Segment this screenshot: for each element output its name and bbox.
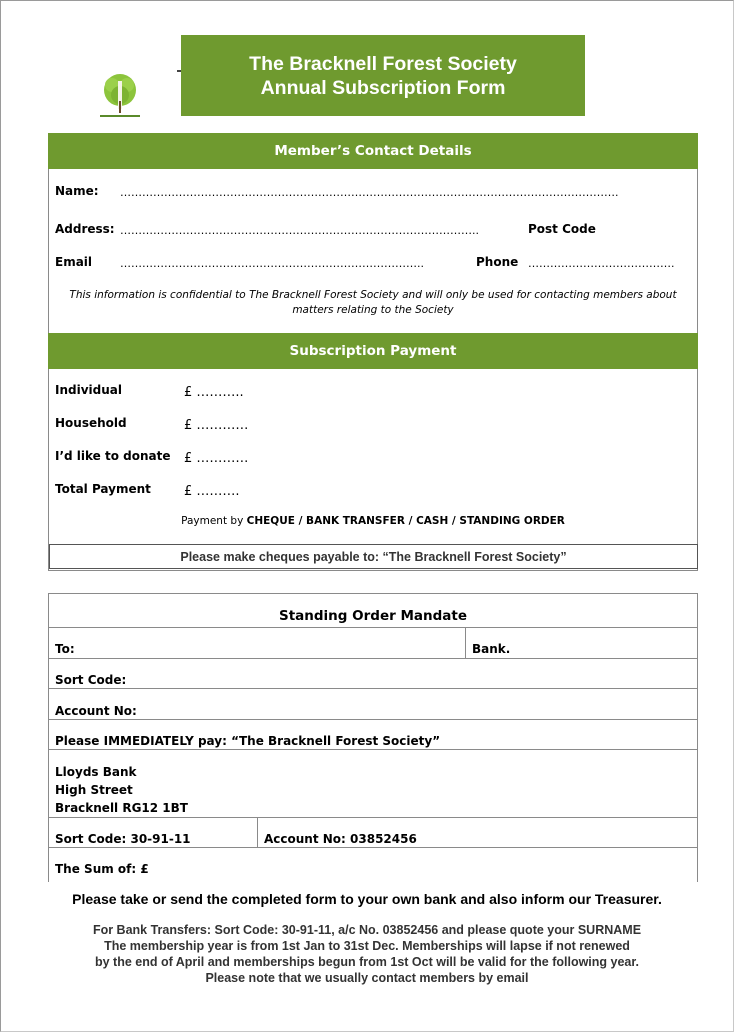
phone-label: Phone	[476, 255, 519, 269]
mandate-divider	[48, 749, 698, 750]
footer-note-line: by the end of April and memberships begun from 1st Oct will be valid for the following year.	[94, 955, 640, 969]
payment-methods: CHEQUE / BANK TRANSFER / CASH / STANDING ORDER	[246, 515, 565, 527]
mandate-bank-field[interactable]: Bank.	[472, 642, 511, 656]
footer-note-line: Please note that we usually contact members by email	[205, 971, 529, 985]
mandate-column-divider	[465, 628, 466, 658]
cheque-note-text: Please make cheques payable to: “The Bracknell Forest Society”	[180, 549, 567, 564]
postcode-label: Post Code	[528, 222, 596, 236]
phone-field[interactable]: ………………………………….	[528, 257, 675, 270]
address-field[interactable]: ……………………………………………………………………………………..	[120, 224, 479, 237]
household-label: Household	[55, 416, 127, 430]
email-field[interactable]: ………………………………………………………………………..	[120, 257, 424, 270]
mandate-divider	[48, 847, 698, 848]
contact-details-heading	[48, 133, 698, 169]
donate-label: I’d like to donate	[55, 449, 171, 463]
mandate-divider	[48, 719, 698, 720]
address-label: Address:	[55, 222, 115, 236]
footer-note-line: The membership year is from 1st Jan to 31st Dec. Memberships will lapse if not renewed	[104, 939, 630, 953]
form-title-banner	[181, 35, 585, 116]
title-line-1: The Bracknell Forest Society	[249, 52, 517, 75]
payee-bank-street: High Street	[55, 783, 133, 797]
footer-instruction: Please take or send the completed form to your own bank and also inform our Treasurer.	[72, 891, 662, 907]
cheque-payable-note	[49, 544, 698, 569]
mandate-account-no-field[interactable]: Account No:	[55, 704, 137, 718]
name-label: Name:	[55, 184, 99, 198]
mandate-column-divider	[257, 818, 258, 847]
mandate-title: Standing Order Mandate	[278, 608, 467, 624]
tree-logo-icon	[98, 73, 142, 119]
total-payment-field[interactable]: £ ……….	[184, 484, 240, 499]
mandate-divider	[48, 688, 698, 689]
payee-account-no: Account No: 03852456	[264, 832, 417, 846]
donate-amount-field[interactable]: £ …………	[184, 451, 249, 466]
mandate-to-field[interactable]: To:	[55, 642, 75, 656]
mandate-sort-code-field[interactable]: Sort Code:	[55, 673, 127, 687]
confidentiality-note: This information is confidential to The Bracknell Forest Society and will only be used for contacting members about matters relating to the Society	[69, 289, 677, 316]
household-amount-field[interactable]: £ …………	[184, 418, 249, 433]
mandate-pay-instruction: Please IMMEDIATELY pay: “The Bracknell Forest Society”	[55, 734, 441, 748]
name-field[interactable]: ……………………………………………………………………………………………………………………….	[120, 186, 619, 199]
footer-note-line: For Bank Transfers: Sort Code: 30-91-11, a/c No. 03852456 and please quote your SURNAME	[92, 923, 642, 937]
email-label: Email	[55, 255, 93, 269]
mandate-divider	[48, 658, 698, 659]
subscription-payment-heading	[48, 333, 698, 369]
total-payment-label: Total Payment	[55, 482, 151, 496]
footer-notes	[0, 922, 734, 986]
individual-amount-field[interactable]: £ ………..	[184, 385, 244, 400]
payee-bank-town: Bracknell RG12 1BT	[55, 801, 188, 815]
payee-sort-code: Sort Code: 30-91-11	[55, 832, 191, 846]
subscription-heading-text: Subscription Payment	[289, 343, 457, 359]
mandate-divider	[48, 627, 698, 628]
payee-bank-name: Lloyds Bank	[55, 765, 137, 779]
payment-by-prefix: Payment by	[181, 515, 247, 527]
payment-method-line	[48, 515, 698, 527]
mandate-sum-field[interactable]: The Sum of: £	[55, 862, 149, 876]
contact-heading-text: Member’s Contact Details	[274, 143, 472, 159]
individual-label: Individual	[55, 383, 122, 397]
title-line-2: Annual Subscription Form	[260, 76, 506, 99]
mandate-divider	[48, 817, 698, 818]
